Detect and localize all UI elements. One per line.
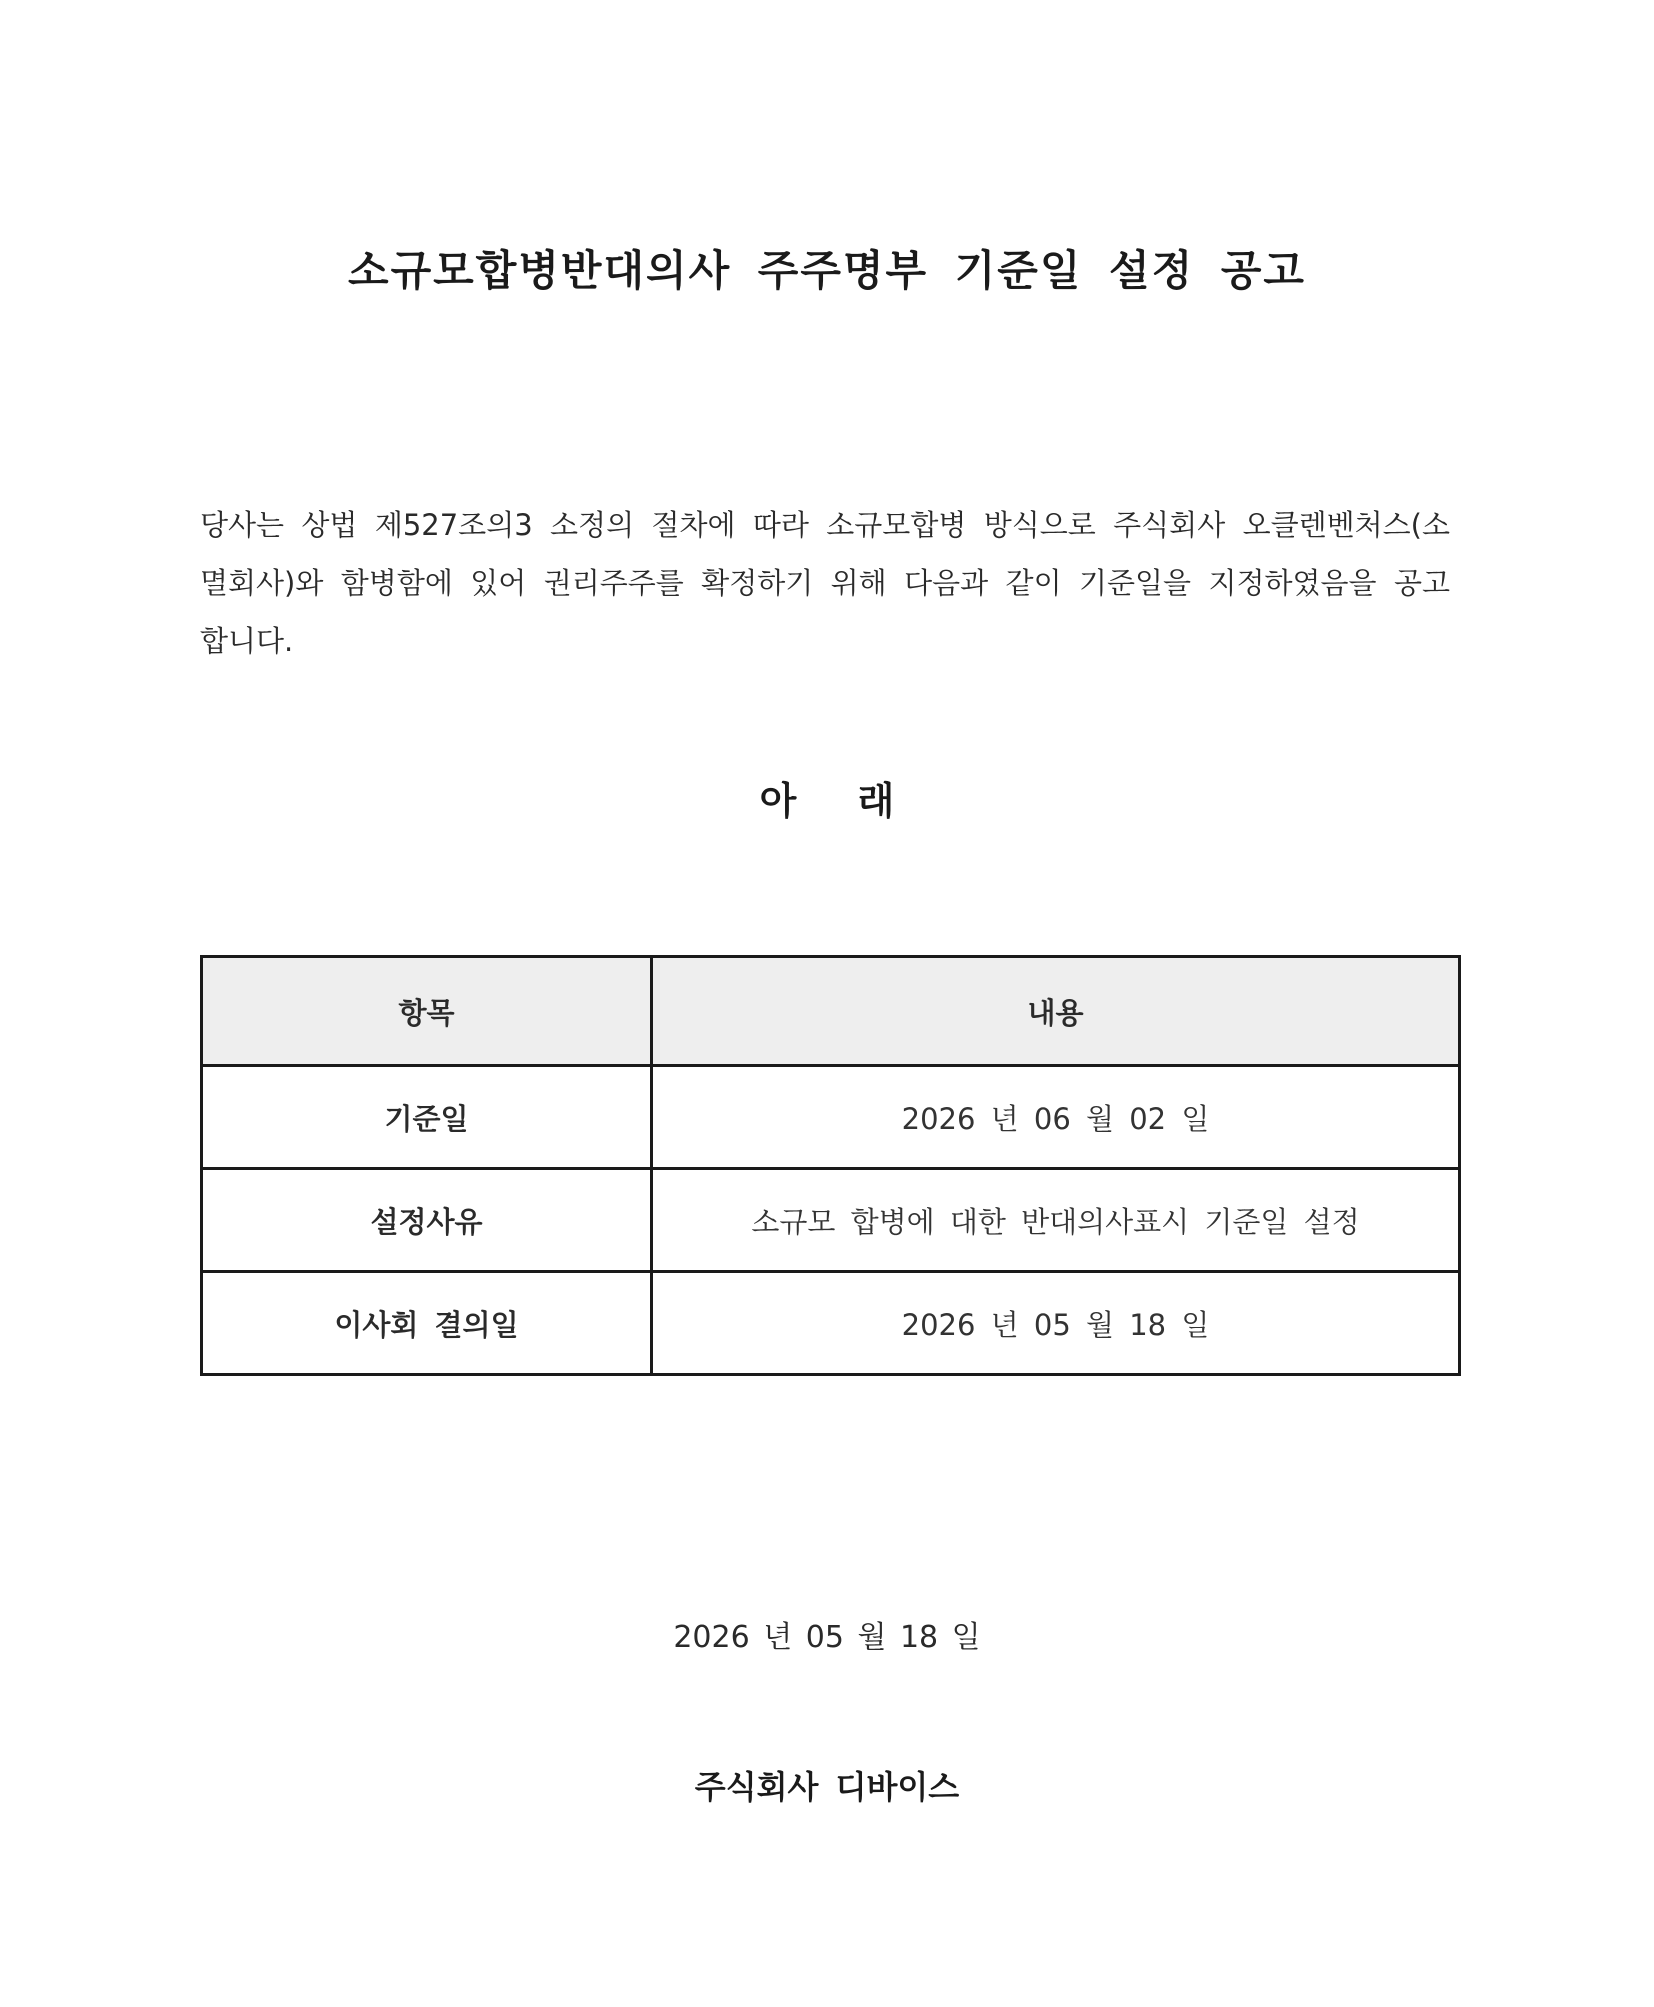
table-row: [202, 1066, 1460, 1169]
announcement-body: 당사는 상법 제527조의3 소정의 절차에 따라 소규모합병 방식으로 주식회사 오클렌벤처스(소멸회사)와 함병함에 있어 권리주주를 확정하기 위해 다음과 같이 기준일을 지정하였음을 공고합니다.: [200, 508, 1450, 658]
row-label: 설정사유: [202, 1169, 652, 1272]
table-header-row: [202, 957, 1460, 1066]
company-name: 주식회사 디바이스: [694, 1768, 960, 1806]
document-title: 소규모합병반대의사 주주명부 기준일 설정 공고: [348, 246, 1306, 295]
table-header-content: 내용: [652, 957, 1460, 1066]
row-label: 이사회 결의일: [202, 1272, 652, 1375]
table-row: [202, 1272, 1460, 1375]
row-value: 소규모 합병에 대한 반대의사표시 기준일 설정: [652, 1169, 1460, 1272]
row-value: 2026 년 06 월 02 일: [652, 1066, 1460, 1169]
details-table: [200, 955, 1461, 1376]
table-header-item: 항목: [202, 957, 652, 1066]
table-row: [202, 1169, 1460, 1272]
announcement-date: 2026 년 05 월 18 일: [673, 1620, 981, 1655]
row-label: 기준일: [202, 1066, 652, 1169]
details-heading: 아 래: [759, 779, 895, 823]
row-value: 2026 년 05 월 18 일: [652, 1272, 1460, 1375]
